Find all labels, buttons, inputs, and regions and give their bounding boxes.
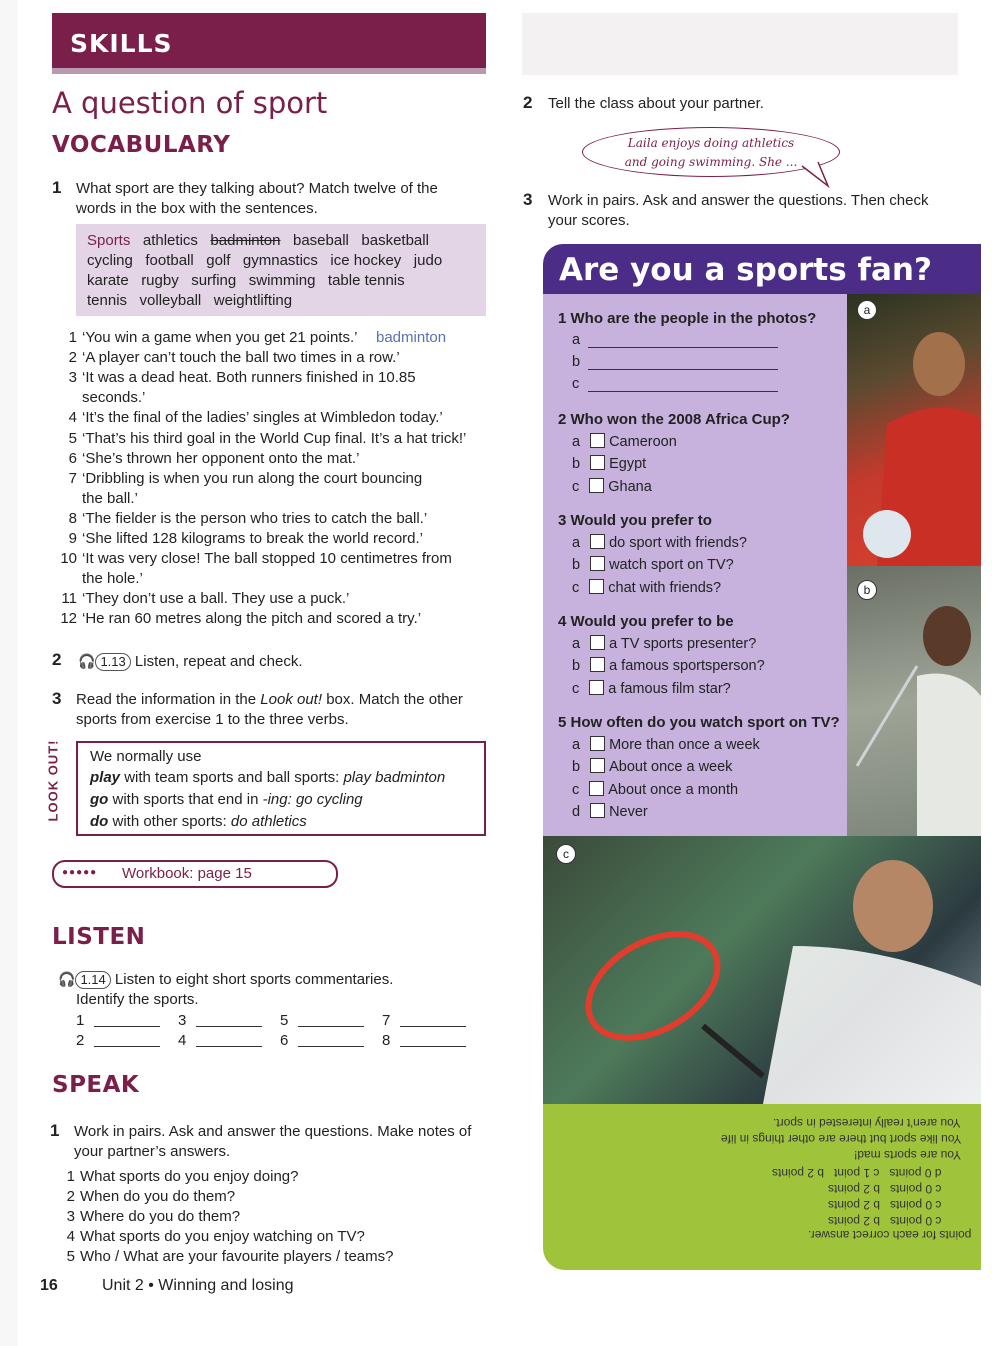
word-box (76, 224, 486, 316)
word-box-line1 (87, 232, 429, 249)
ex3-instructions (76, 690, 463, 730)
speak-ex1-instructions (74, 1122, 471, 1162)
option-text: Cameroon (609, 434, 677, 450)
option-letter: b (572, 557, 581, 574)
question-text: When do you do them? (80, 1188, 236, 1205)
answer-blank[interactable] (400, 1025, 466, 1027)
option-text: a TV sports presenter? (609, 636, 757, 652)
question-number: 2 (66, 1188, 75, 1205)
checkbox[interactable] (589, 781, 604, 796)
sentence-text: ‘She lifted 128 kilograms to break the world record.’ (82, 530, 424, 547)
page-title: A question of sport (52, 86, 328, 120)
word-athletics: athletics (142, 232, 198, 249)
sentence-text: ‘It was a dead heat. Both runners finished in 10.85 (82, 369, 416, 387)
checkbox[interactable] (590, 657, 605, 672)
quiz-title: Are you a sports fan? (559, 252, 932, 288)
listen-item-number: 1 (76, 1012, 85, 1029)
question-text: Who / What are your favourite players / teams? (80, 1248, 394, 1265)
quiz-q3: 3 Would you prefer to (558, 512, 712, 529)
option-text: Never (609, 803, 648, 820)
lookout-l3-ing: -ing (262, 791, 288, 808)
checkbox[interactable] (589, 478, 604, 493)
sentence-text: ‘It was very close! The ball stopped 10 centimetres from (82, 550, 452, 568)
question-text: What sports do you enjoy watching on TV? (80, 1228, 365, 1245)
option-text: About once a month (608, 781, 739, 798)
sentence-number: 3 (68, 369, 77, 387)
option-letter: a (572, 332, 581, 348)
page-edge (0, 0, 18, 1346)
quiz-option[interactable] (572, 534, 747, 551)
verb-go: go (90, 791, 109, 808)
option-letter: d (572, 803, 581, 820)
listen-item-number: 6 (280, 1032, 289, 1049)
quiz-option[interactable] (572, 635, 756, 652)
header-band (52, 68, 486, 74)
unit-title: Unit 2 • Winning and losing (102, 1277, 294, 1294)
quiz-q1-option (572, 332, 580, 348)
ex3-lookout-ref: Look out! (260, 691, 323, 708)
sentence-number: 2 (68, 349, 77, 367)
listen-item-number: 4 (178, 1032, 187, 1049)
photo-name-blank[interactable] (588, 346, 778, 348)
ex3-line2: sports from exercise 1 to the three verbs. (76, 711, 349, 728)
lookout-side-label (40, 739, 68, 825)
skills-label: SKILLS (70, 29, 173, 58)
speak-ex3-number: 3 (523, 190, 533, 209)
quiz-q1: 1 Who are the people in the photos? (558, 310, 817, 327)
checkbox[interactable] (590, 635, 605, 650)
sentence-text: ‘That’s his third goal in the World Cup final. It’s a hat trick!’ (82, 429, 467, 447)
photo-golfer (847, 566, 981, 836)
option-letter: c (572, 376, 580, 392)
quiz-option[interactable] (572, 781, 738, 798)
lookout-l3-example: : go cycling (287, 791, 363, 808)
listen-item-number: 8 (382, 1032, 391, 1049)
sentence-text: ‘It’s the final of the ladies’ singles at Wimbledon today.’ (82, 409, 443, 427)
lookout-line4 (90, 813, 307, 830)
checkbox[interactable] (590, 803, 605, 818)
lookout-l3-text: with sports that end in (112, 791, 259, 808)
bubble-tail (800, 160, 834, 190)
skills-header (52, 13, 486, 68)
option-letter: b (572, 759, 581, 776)
photo-name-blank[interactable] (588, 368, 778, 370)
quiz-option[interactable] (572, 433, 677, 450)
ex2-text: Listen, repeat and check. (134, 653, 303, 670)
speak-ex1-number: 1 (50, 1121, 60, 1140)
answer-blank[interactable] (400, 1045, 466, 1047)
track-1-13: 1.13 (95, 653, 130, 671)
checkbox[interactable] (590, 455, 605, 470)
question-number: 5 (66, 1248, 75, 1265)
workbook-ref (52, 860, 338, 888)
photo-footballer (847, 294, 981, 566)
sentence-text: ‘Dribbling is when you run along the court bouncing (82, 469, 423, 487)
option-letter: c (572, 781, 580, 798)
quiz-q4: 4 Would you prefer to be (558, 613, 734, 630)
option-text: More than once a week (609, 737, 760, 753)
ex1-number: 1 (52, 178, 62, 197)
score-line-6: c 0 points b 2 points (827, 1214, 941, 1228)
sentence-text: the ball.’ (82, 489, 138, 507)
quiz-option[interactable] (572, 556, 734, 573)
quiz-q1-option (572, 354, 580, 370)
facing-page-bleed (522, 13, 958, 75)
score-line-5: c 0 points b 2 points (827, 1198, 941, 1212)
workbook-label: Workbook: page 15 (122, 865, 252, 882)
photo-name-blank[interactable] (588, 390, 778, 392)
listen-item-number: 7 (382, 1012, 391, 1029)
listen-text: Listen to eight short sports commentaries. (114, 971, 394, 988)
score-line-4: c 0 points b 2 points (827, 1182, 941, 1196)
quiz-option[interactable] (572, 758, 732, 775)
lookout-l2-example: play badminton (343, 769, 446, 786)
lookout-l4-example: do athletics (230, 813, 307, 830)
option-text: a famous sportsperson? (609, 658, 765, 675)
photo-tag-b: b (857, 580, 877, 600)
option-text: a famous film star? (608, 680, 731, 697)
listen-item-number: 5 (280, 1012, 289, 1029)
speak-ex1-line2: your partner’s answers. (74, 1143, 231, 1160)
listen-heading: LISTEN (52, 924, 146, 950)
option-text: chat with friends? (608, 579, 722, 596)
photo-tag-c: c (556, 844, 576, 864)
score-line-1: You like sport but there are other things in life (720, 1132, 961, 1146)
option-letter: b (572, 658, 581, 675)
page-number: 16 (40, 1277, 58, 1294)
speak-ex1-line1: Work in pairs. Ask and answer the questions. Make notes of (74, 1123, 472, 1140)
speak-ex3-instructions (548, 191, 928, 231)
sentence-text: ‘You win a game when you get 21 points.’ (82, 329, 358, 346)
score-panel (543, 1104, 981, 1270)
quiz-option[interactable] (572, 803, 648, 820)
footballer-illustration (847, 294, 981, 566)
ex3-post: box. Match the other (326, 691, 463, 708)
speak-ex3-line2: your scores. (548, 212, 630, 229)
quiz-q5: 5 How often do you watch sport on TV? (558, 714, 840, 731)
sentence-number: 7 (68, 469, 77, 487)
sentence-number: 10 (60, 550, 77, 568)
answer-blank[interactable] (196, 1045, 262, 1047)
option-letter: b (572, 456, 581, 473)
listen-line2: Identify the sports. (76, 991, 199, 1008)
ex1-instructions (76, 179, 438, 219)
listen-item-number: 3 (178, 1012, 187, 1029)
quiz-option[interactable] (572, 455, 646, 472)
lookout-line2 (90, 769, 445, 786)
quiz-panel (543, 294, 847, 836)
bubble-line2: and going swimming. She ... (624, 155, 798, 169)
photo-tennis-player (543, 836, 981, 1104)
checkbox[interactable] (590, 556, 605, 571)
question-text: What sports do you enjoy doing? (80, 1168, 299, 1185)
sentence-number: 9 (68, 530, 77, 547)
ex1-line2: words in the box with the sentences. (76, 200, 318, 217)
question-number: 4 (66, 1228, 75, 1245)
photo-tag-a: a (857, 300, 877, 320)
sentence-number: 12 (60, 610, 77, 628)
score-line-2: You are sports mad! (854, 1148, 961, 1162)
tennis-illustration (543, 836, 981, 1104)
lookout-line1: We normally use (90, 748, 202, 765)
option-text: About once a week (609, 759, 733, 776)
checkbox[interactable] (590, 758, 605, 773)
lookout-box (76, 741, 486, 836)
lookout-l4-text: with other sports: (112, 813, 227, 830)
headphones-icon: 🎧 (58, 971, 76, 987)
checkbox[interactable] (589, 680, 604, 695)
sentence-text: ‘They don’t use a ball. They use a puck.’ (82, 590, 350, 608)
word-box-line3: karate rugby surfing swimming table tennis (87, 272, 405, 289)
vocabulary-heading: VOCABULARY (52, 132, 231, 158)
option-letter: a (572, 737, 581, 753)
option-text: Egypt (609, 456, 647, 473)
option-text: do sport with friends? (609, 535, 747, 551)
option-letter: a (572, 636, 581, 652)
quiz-option[interactable] (572, 657, 765, 674)
quiz-option[interactable] (572, 680, 731, 697)
bubble-line1: Laila enjoys doing athletics (627, 136, 795, 150)
speak-ex2-text: Tell the class about your partner. (548, 95, 764, 112)
checkbox[interactable] (590, 433, 605, 448)
sentence-number: 1 (68, 329, 77, 346)
word-line1-rest: baseball basketball (293, 232, 429, 249)
workbook-dots: ●●●●● (62, 867, 98, 878)
question-number: 1 (66, 1168, 75, 1185)
word-box-line4: tennis volleyball weightlifting (87, 292, 293, 309)
verb-play: play (90, 769, 121, 786)
sentence-number: 8 (68, 509, 77, 527)
option-letter: b (572, 354, 581, 370)
speak-ex2-number: 2 (523, 93, 533, 112)
word-box-line2: cycling football golf gymnastics ice hockey judo (87, 252, 443, 269)
option-letter: c (572, 579, 580, 596)
answer-blank[interactable] (298, 1045, 364, 1047)
word-box-heading: Sports (87, 232, 131, 249)
listen-line1 (58, 969, 393, 990)
ex1-line1: What sport are they talking about? Match twelve of the (76, 180, 438, 197)
sentence-text: ‘He ran 60 metres along the pitch and scored a try.’ (82, 610, 422, 628)
answer-blank[interactable] (196, 1025, 262, 1027)
score-line-3: d 0 points c 1 point b 2 points (771, 1166, 941, 1180)
sentence-text: ‘The fielder is the person who tries to catch the ball.’ (82, 509, 428, 527)
sentence-number: 4 (68, 409, 77, 427)
sentence-number: 6 (68, 449, 77, 467)
quiz-q1-option (572, 376, 579, 392)
sentence-text: ‘She’s thrown her opponent onto the mat.’ (82, 449, 360, 467)
speak-ex3-line1: Work in pairs. Ask and answer the questions. Then check (548, 192, 929, 209)
ex2-line (78, 651, 303, 672)
sentence-number: 5 (68, 429, 77, 447)
quiz-option[interactable] (572, 579, 721, 596)
option-letter: c (572, 680, 580, 697)
option-letter: a (572, 434, 581, 450)
checkbox[interactable] (590, 736, 605, 751)
answer-blank[interactable] (298, 1025, 364, 1027)
speak-heading: SPEAK (52, 1072, 140, 1098)
quiz-option[interactable] (572, 736, 760, 753)
headphones-icon: 🎧 (78, 653, 96, 669)
sentence-number: 11 (61, 590, 77, 608)
golfer-illustration (847, 566, 981, 836)
verb-do: do (90, 813, 109, 830)
word-badminton-struck: badminton (210, 232, 281, 249)
score-line-7: points for each correct answer. (807, 1228, 971, 1242)
question-number: 3 (66, 1208, 75, 1225)
answer-blank[interactable] (94, 1045, 160, 1047)
quiz-q2: 2 Who won the 2008 Africa Cup? (558, 411, 790, 428)
lookout-l2-text: with team sports and ball sports: (124, 769, 340, 786)
checkbox[interactable] (589, 579, 604, 594)
example-answer: badminton (376, 329, 447, 346)
checkbox[interactable] (590, 534, 605, 549)
option-letter: c (572, 478, 580, 495)
lookout-label: LOOK OUT! (45, 739, 61, 822)
ex3-pre: Read the information in the (76, 691, 257, 708)
lookout-line3 (90, 791, 363, 808)
sentence-text: ‘A player can’t touch the ball two times in a row.’ (82, 349, 400, 367)
ex3-number: 3 (52, 689, 62, 708)
quiz-option[interactable] (572, 478, 652, 495)
option-text: Ghana (608, 478, 652, 495)
option-text: watch sport on TV? (609, 557, 734, 574)
quiz-header (543, 244, 981, 294)
track-1-14: 1.14 (75, 971, 110, 989)
score-line-0: You aren’t really interested in sport. (773, 1116, 961, 1130)
question-text: Where do you do them? (80, 1208, 241, 1225)
ex2-number: 2 (52, 650, 62, 669)
sentence-text: seconds.’ (82, 389, 146, 407)
listen-item-number: 2 (76, 1032, 85, 1049)
option-letter: a (572, 535, 581, 551)
answer-blank[interactable] (94, 1025, 160, 1027)
sentence-text: the hole.’ (82, 570, 143, 588)
